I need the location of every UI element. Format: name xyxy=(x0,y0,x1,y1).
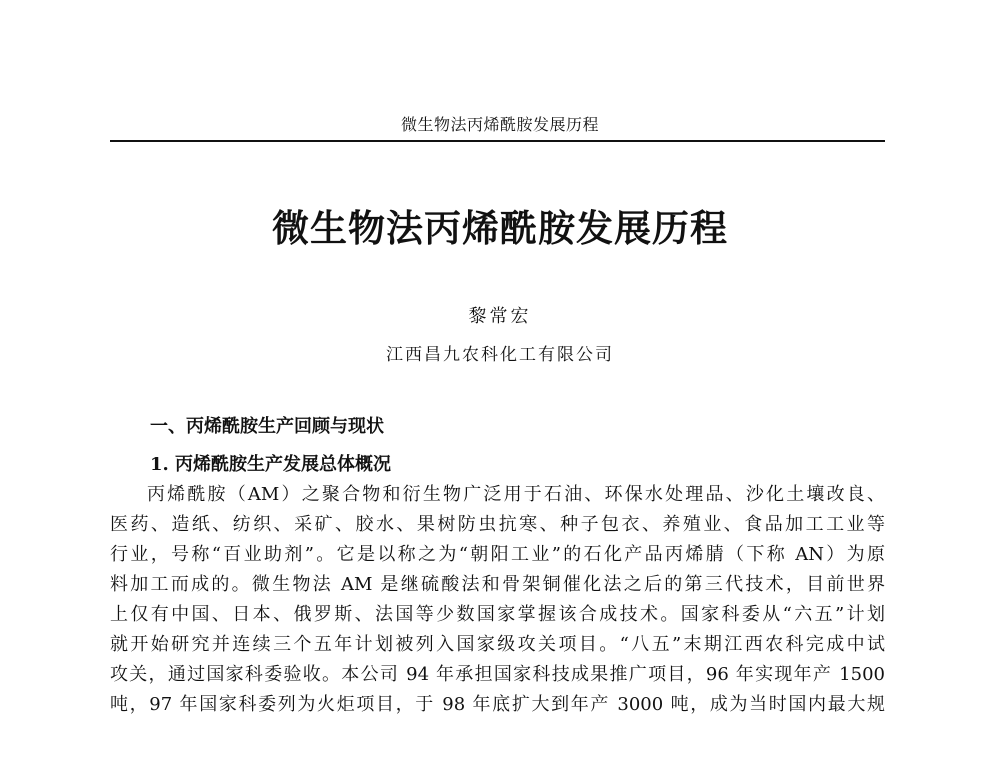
body-line: 攻关，通过国家科委验收。本公司 94 年承担国家科技成果推广项目，96 年实现年产 1500 xyxy=(110,664,885,685)
header-rule xyxy=(110,140,885,142)
paper-title: 微生物法丙烯酰胺发展历程 xyxy=(272,206,728,250)
author-affiliation: 江西昌九农科化工有限公司 xyxy=(386,345,614,365)
author-name: 黎常宏 xyxy=(468,306,532,327)
body-line: 吨，97 年国家科委列为火炬项目，于 98 年底扩大到年产 3000 吨，成为当时国内最大规 xyxy=(110,694,885,715)
body-line: 行业，号称“百业助剂”。它是以称之为“朝阳工业”的石化产品丙烯腈（下称 AN）为原 xyxy=(110,544,885,565)
body-line: 就开始研究并连续三个五年计划被列入国家级攻关项目。“八五”末期江西农科完成中试 xyxy=(110,634,885,655)
section-heading: 一、丙烯酰胺生产回顾与现状 xyxy=(150,416,384,437)
body-paragraph xyxy=(110,480,885,720)
body-line: 丙烯酰胺（AM）之聚合物和衍生物广泛用于石油、环保水处理品、沙化土壤改良、 xyxy=(147,484,885,505)
body-line: 医药、造纸、纺织、采矿、胶水、果树防虫抗寒、种子包衣、养殖业、食品加工工业等 xyxy=(110,514,885,535)
body-line: 上仅有中国、日本、俄罗斯、法国等少数国家掌握该合成技术。国家科委从“六五”计划 xyxy=(110,604,885,625)
running-header: 微生物法丙烯酰胺发展历程 xyxy=(400,115,599,134)
body-line: 料加工而成的。微生物法 AM 是继硫酸法和骨架铜催化法之后的第三代技术，目前世界 xyxy=(110,574,885,595)
subsection-heading: 1. 丙烯酰胺生产发展总体概况 xyxy=(150,454,392,475)
